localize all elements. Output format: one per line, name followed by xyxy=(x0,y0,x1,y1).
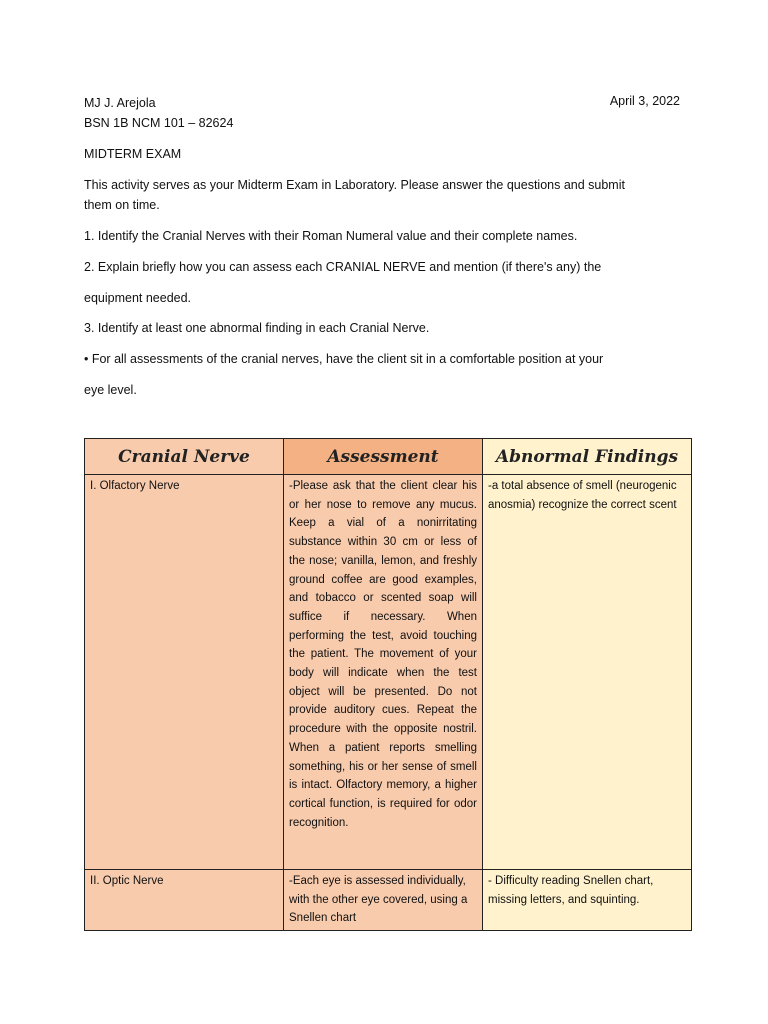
nerve-name: II. Optic Nerve xyxy=(85,870,284,931)
nerve-name: I. Olfactory Nerve xyxy=(85,475,284,870)
course-code: BSN 1B NCM 101 – 82624 xyxy=(84,116,234,130)
findings-text: -a total absence of smell (neurogenic anosmia) recognize the correct scent xyxy=(483,475,692,870)
findings-text: - Difficulty reading Snellen chart, missing letters, and squinting. xyxy=(483,870,692,931)
exam-title: MIDTERM EXAM xyxy=(84,147,182,161)
exam-date: April 3, 2022 xyxy=(609,94,680,108)
intro-line-1: This activity serves as your Midterm Exam in Laboratory. Please answer the questions and submit xyxy=(84,178,625,192)
table-header-row xyxy=(85,439,692,475)
assessment-text: -Each eye is assessed individually, with the other eye covered, using a Snellen chart xyxy=(284,870,483,931)
note-line-2: eye level. xyxy=(84,383,137,397)
header-abnormal-findings: Abnormal Findings xyxy=(483,439,692,475)
student-name: MJ J. Arejola xyxy=(84,96,156,110)
header-cranial-nerve: Cranial Nerve xyxy=(85,439,284,475)
question-2-line-2: equipment needed. xyxy=(84,291,192,305)
note-line-1: • For all assessments of the cranial nerves, have the client sit in a comfortable position at your xyxy=(84,352,604,366)
question-2-line-1: 2. Explain briefly how you can assess each CRANIAL NERVE and mention (if there's any) the xyxy=(84,260,602,274)
question-1: 1. Identify the Cranial Nerves with their Roman Numeral value and their complete names. xyxy=(84,229,578,243)
assessment-text: -Please ask that the client clear his or her nose to remove any mucus. Keep a vial of a nonirritating substance within 30 cm or less of the nose; vanilla, lemon, and freshly ground coffee are good examples, and tobacco or scented soap will suffice if necessary. When performing the test, avoid touching the patient. The movement of your body will indicate when the test object will be presented. Do not provide auditory cues. Repeat the procedure with the opposite nostril. When a patient reports smelling something, his or her sense of smell is intact. Olfactory memory, a higher cortical function, is required for odor recognition. xyxy=(284,475,483,870)
header-assessment: Assessment xyxy=(284,439,483,475)
table-row xyxy=(85,475,692,870)
question-3: 3. Identify at least one abnormal finding in each Cranial Nerve. xyxy=(84,321,430,335)
intro-line-2: them on time. xyxy=(84,198,160,212)
cranial-nerve-table xyxy=(84,438,692,931)
table-row xyxy=(85,870,692,931)
